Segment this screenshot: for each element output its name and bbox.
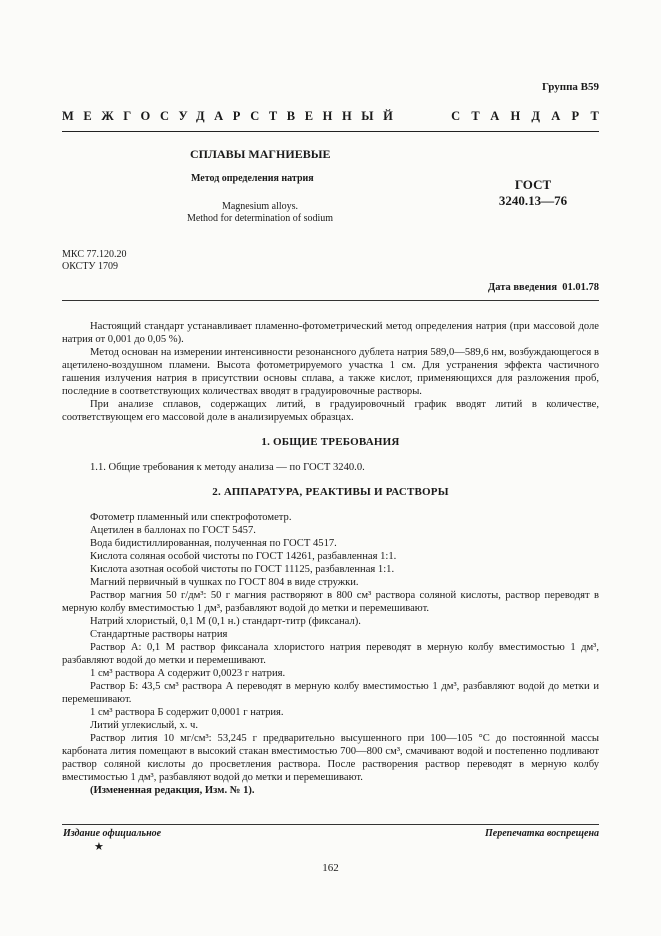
star-mark: ★ xyxy=(94,841,104,853)
mks-code: МКС 77.120.20 xyxy=(62,249,127,260)
group-code: Группа В59 xyxy=(541,81,599,93)
list-item: Стандартные растворы натрия xyxy=(90,629,228,640)
list-item: Магний первичный в чушках по ГОСТ 804 в виде стружки. xyxy=(90,577,359,588)
list-item: 1 см³ раствора Б содержит 0,0001 г натрия. xyxy=(90,707,284,718)
banner-word-interstate: МЕЖГОСУДАРСТВЕННЫЙ xyxy=(62,109,403,123)
section2-heading: 2. АППАРАТУРА, РЕАКТИВЫ И РАСТВОРЫ xyxy=(212,486,449,498)
english-title-line1: Magnesium alloys. xyxy=(221,201,299,212)
official-edition-note: Издание официальное xyxy=(63,828,162,839)
list-item: Раствор лития 10 мг/см³: 53,245 г предварительно высушенного при 100—105 °С до постоянной массы карбоната лития помещают в высокий стакан вместимостью 700—800 см³, смачивают водой и постепенно подливают раствор соляной кислоты до просветления раствора. После растворения раствор переводят в мерную колбу вместимостью 1 дм³, разбавляют водой до метки и перемешивают. xyxy=(62,733,599,783)
standard-banner xyxy=(62,109,610,124)
reagent-list xyxy=(62,511,599,797)
list-item: Кислота азотная особой чистоты по ГОСТ 11125, разбавленная 1:1. xyxy=(90,564,395,575)
okstu-code: ОКСТУ 1709 xyxy=(62,261,119,272)
list-item: Литий углекислый, х. ч. xyxy=(90,720,199,731)
page-number: 162 xyxy=(322,862,339,874)
reprint-prohibited-note: Перепечатка воспрещена xyxy=(485,828,599,839)
list-item: Раствор магния 50 г/дм³: 50 г магния растворяют в 800 см³ раствора соляной кислоты, раствор переводят в мерную колбу вместимостью 1 дм³, разбавляют водой до метки и перемешивают. xyxy=(62,590,599,614)
list-item: Раствор Б: 43,5 см³ раствора А переводят в мерную колбу вместимостью 1 дм³, разбавляют водой до метки и перемешивают. xyxy=(62,681,599,705)
classification-codes xyxy=(62,249,126,273)
list-item: Вода бидистиллированная, полученная по ГОСТ 4517. xyxy=(90,538,337,549)
list-item: Ацетилен в баллонах по ГОСТ 5457. xyxy=(90,525,256,536)
intro-date-value: 01.01.78 xyxy=(562,282,599,293)
gost-designation xyxy=(494,177,572,209)
header-rule xyxy=(62,131,599,132)
list-item: Фотометр пламенный или спектрофотометр. xyxy=(90,512,292,523)
english-title xyxy=(150,201,370,225)
document-body xyxy=(62,320,599,797)
section1-text: 1.1. Общие требования к методу анализа — по ГОСТ 3240.0. xyxy=(90,462,365,473)
gost-label: ГОСТ xyxy=(514,177,552,192)
list-item: Раствор А: 0,1 М раствор фиксанала хлористого натрия переводят в мерную колбу вместимостью 1 дм³, разбавляют водой до метки и перемешивают. xyxy=(62,642,599,666)
intro-paragraph: При анализе сплавов, содержащих литий, в градуировочный график вводят литий в количестве, соответствующем его массовой доле в анализируемых образцах. xyxy=(62,399,599,423)
document-subtitle: Метод определения натрия xyxy=(191,173,314,184)
amendment-note: (Измененная редакция, Изм. № 1). xyxy=(90,785,255,796)
gost-number: 3240.13—76 xyxy=(498,193,568,208)
list-item: 1 см³ раствора А содержит 0,0023 г натрия. xyxy=(90,668,286,679)
english-title-line2: Method for determination of sodium xyxy=(186,213,334,224)
footer-rule xyxy=(62,824,599,825)
document-title: СПЛАВЫ МАГНИЕВЫЕ xyxy=(190,147,331,161)
date-rule xyxy=(62,300,599,301)
section1-heading: 1. ОБЩИЕ ТРЕБОВАНИЯ xyxy=(261,436,400,448)
intro-paragraph: Метод основан на измерении интенсивности резонансного дублета натрия 589,0—589,6 нм, возбуждающегося в ацетилено-воздушном пламени. Высота фотометрируемого участка 1 см. Для устранения эффекта частичного гашения излучения натрия в присутствии основы сплава, а также кислот, применяющихся для разложения проб, последние в соответствующих количествах вводят в градуировочные растворы. xyxy=(62,347,599,397)
intro-date-label: Дата введения xyxy=(488,282,557,293)
banner-word-standard: СТАНДАРТ xyxy=(451,109,610,123)
list-item: Кислота соляная особой чистоты по ГОСТ 14261, разбавленная 1:1. xyxy=(90,551,397,562)
list-item: Натрий хлористый, 0,1 М (0,1 н.) стандарт-титр (фиксанал). xyxy=(90,616,361,627)
intro-paragraph: Настоящий стандарт устанавливает пламенно-фотометрический метод определения натрия (при массовой доле натрия от 0,001 до 0,05 %). xyxy=(62,321,599,345)
intro-date xyxy=(488,282,599,293)
